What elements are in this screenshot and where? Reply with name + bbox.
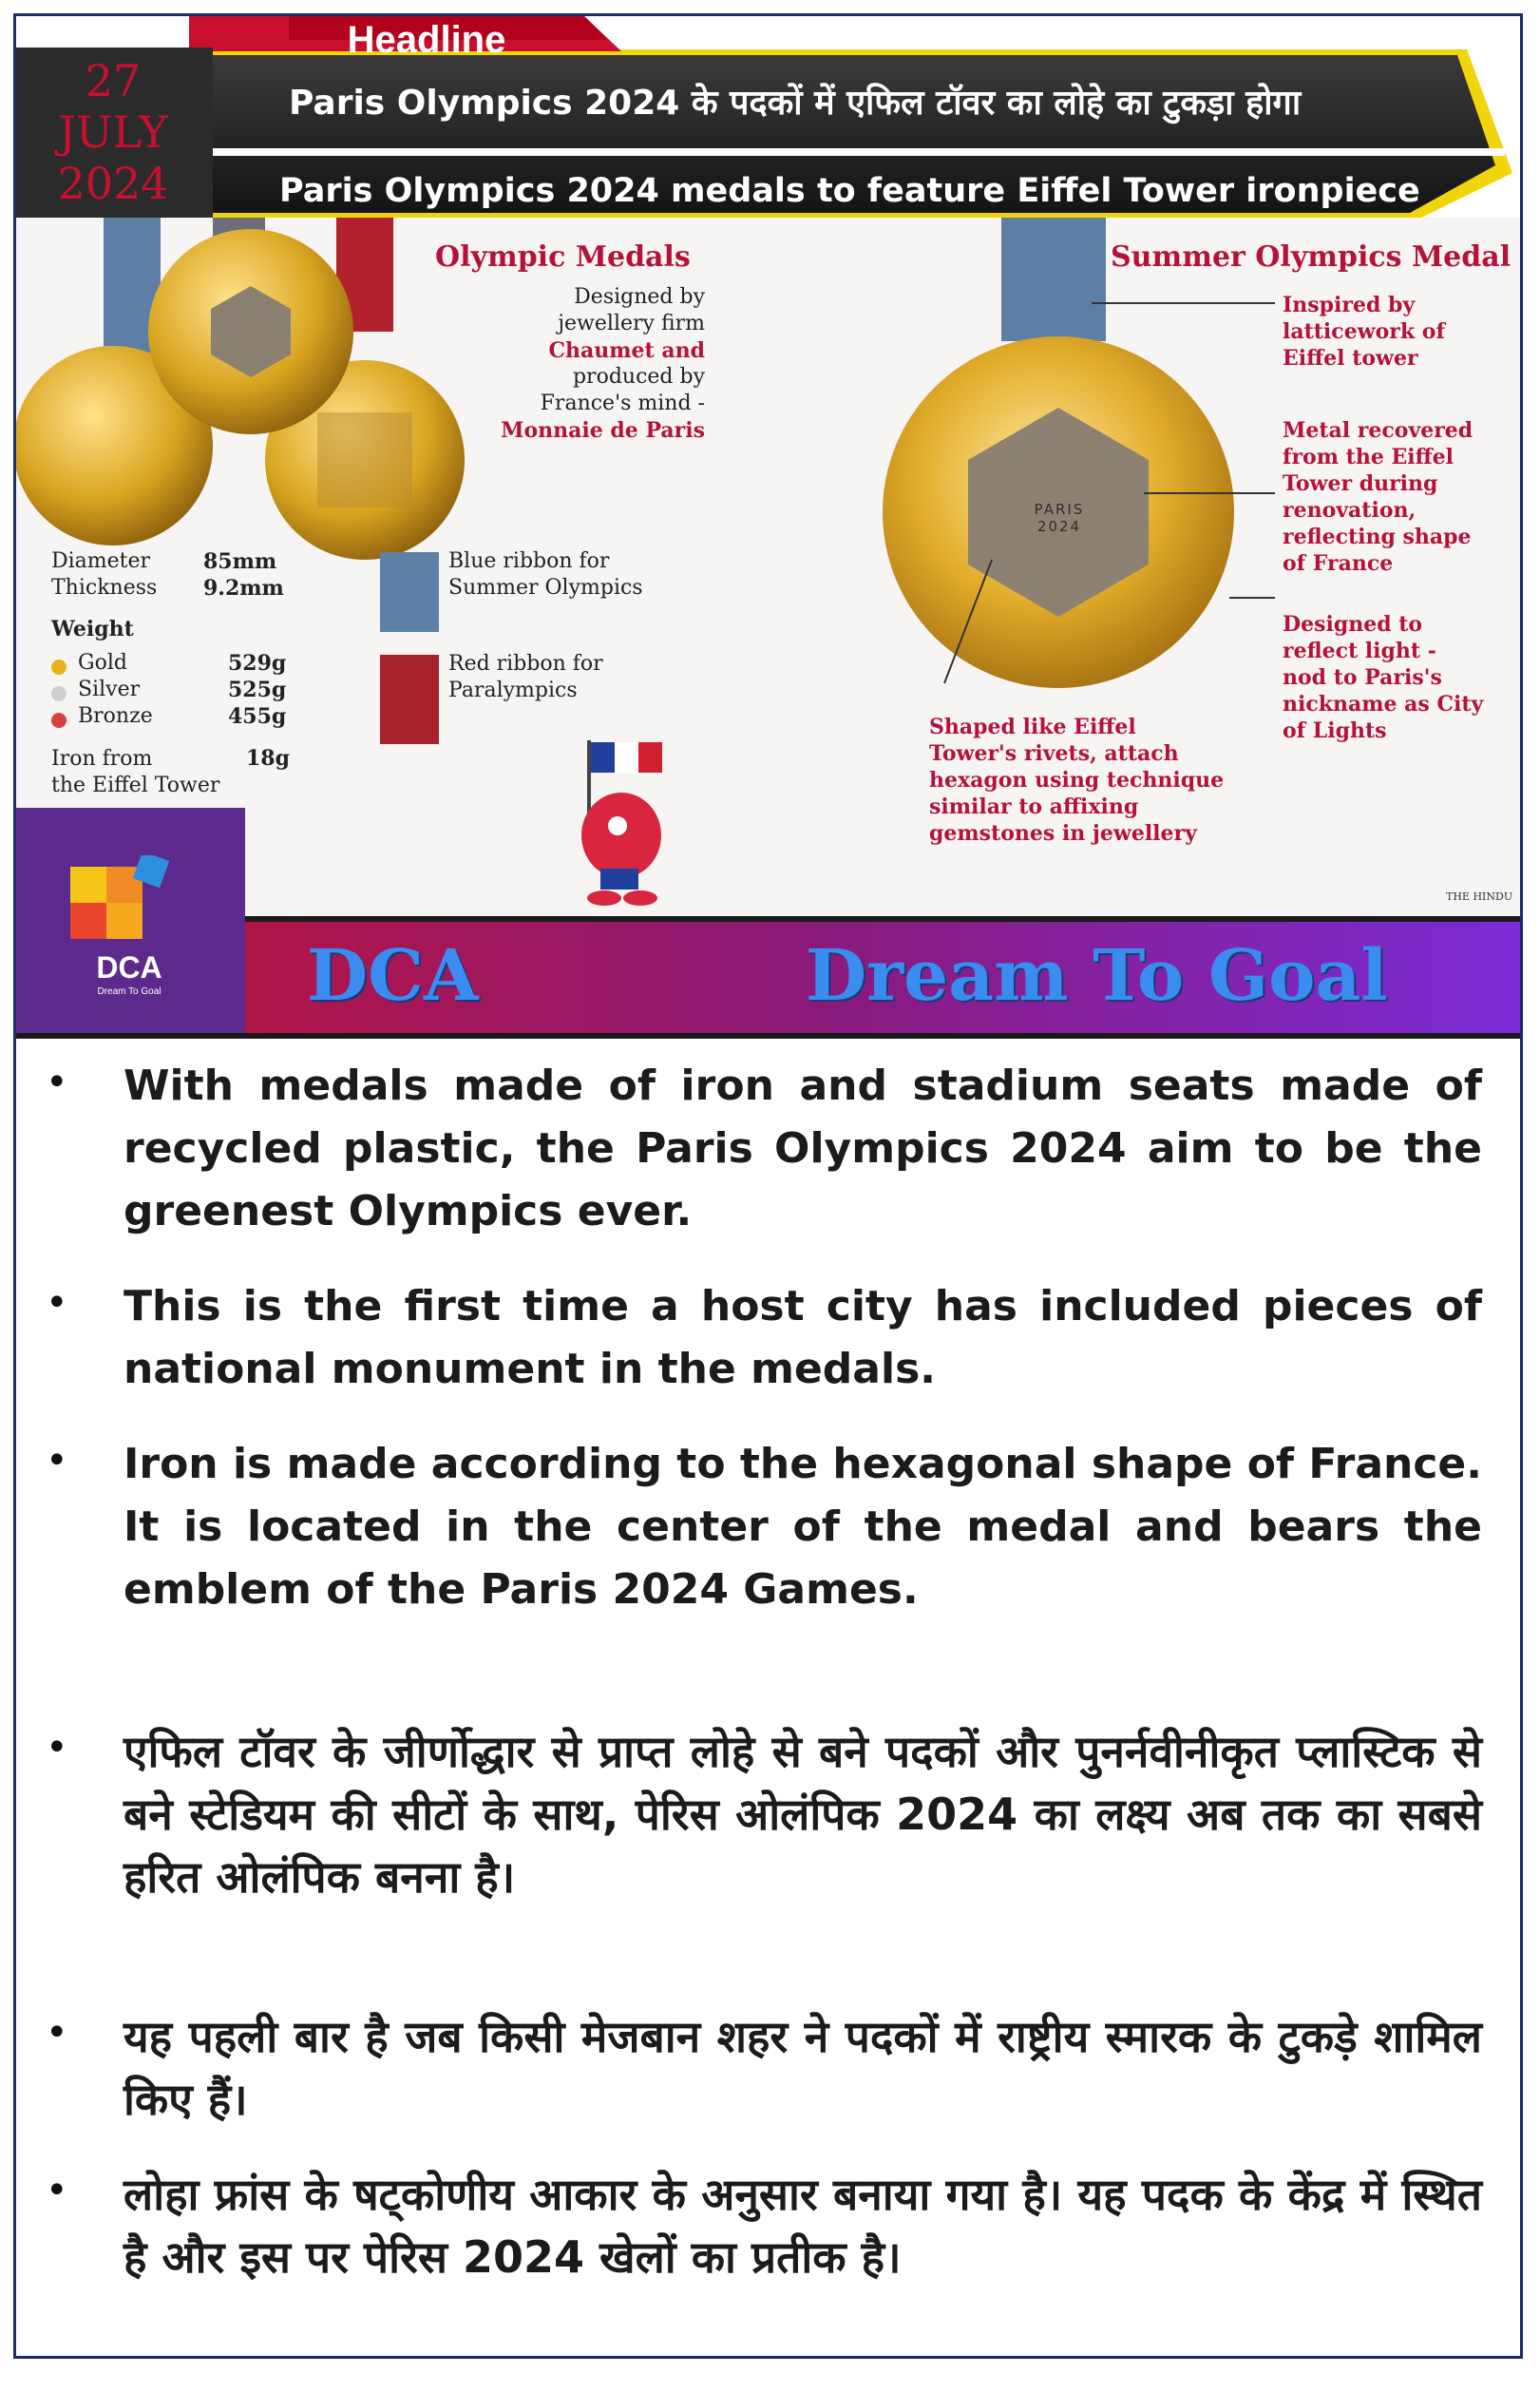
date-month: JULY [58,106,168,158]
medal-emblem-text: PARIS 2024 [1034,501,1085,535]
red-ribbon-line: Paralympics [448,679,578,702]
note-line: latticework of [1283,319,1445,344]
blue-ribbon-line: Blue ribbon for [448,549,610,573]
designer-line: produced by [572,365,705,389]
spec-diameter-label: Diameter [51,549,151,573]
summer-medal-title: Summer Olympics Medal [1111,240,1511,274]
note-line: Shaped like Eiffel [929,715,1136,739]
weight-silver-label: Silver [78,678,141,701]
bullet-dot-icon: • [46,1281,68,1325]
page-frame [13,13,1523,2359]
note-line: reflect light - [1283,639,1436,663]
note-line: renovation, [1283,498,1416,523]
note-line: of Lights [1283,718,1387,743]
bullet-text: This is the first time a host city has included pieces of national monument in the medals. [124,1282,1482,1393]
bullet-dot-icon: • [46,1061,68,1104]
designer-line: Chaumet and [548,338,705,363]
note-line: from the Eiffel [1283,445,1454,469]
note-line: Inspired by [1283,293,1416,317]
note-line: Eiffel tower [1283,346,1418,371]
bullet-text: Iron is made according to the hexagonal shape of France. It is located in the center of the medal and bears the emblem of the Paris 2024 Games. [124,1440,1482,1614]
iron-label-line: the Eiffel Tower [51,774,220,797]
spec-thickness-value: 9.2mm [203,576,284,601]
weight-gold-label: Gold [78,651,127,675]
red-ribbon-line: Red ribbon for [448,652,603,676]
designer-line: Designed by [574,285,705,309]
weight-silver-value: 525g [228,678,287,702]
headline-english: Paris Olympics 2024 medals to feature Eiffel Tower ironpiece [279,172,1420,210]
designer-line: jewellery firm [558,312,705,335]
spec-thickness-label: Thickness [51,576,158,600]
designer-line: Monnaie de Paris [501,418,705,443]
blue-ribbon-line: Summer Olympics [448,576,643,600]
logo-subtext: Dream To Goal [97,986,162,997]
bullet-dot-icon: • [46,2011,68,2055]
iron-label-line: Iron from [51,747,153,771]
weight-gold-value: 529g [228,651,287,676]
note-line: of France [1283,551,1394,576]
date-year: 2024 [57,158,169,209]
designer-line: France's mind - [540,392,705,415]
note-line: Designed to [1283,612,1423,637]
iron-value: 18g [246,746,290,771]
note-line: Metal recovered [1283,418,1473,443]
note-line: gemstones in jewellery [929,821,1197,846]
weight-bronze-value: 455g [228,704,287,729]
headline-hindi: Paris Olympics 2024 के पदकों में एफिल टॉवर का लोहे का टुकड़ा होगा [289,84,1302,123]
source-credit: THE HINDU [1446,890,1513,903]
note-line: Tower during [1283,471,1438,496]
spec-diameter-value: 85mm [203,549,277,574]
logo-text: DCA [96,950,162,985]
note-line: nickname as City [1283,692,1484,717]
bullet-text: यह पहली बार है जब किसी मेजबान शहर ने पदकों में राष्ट्रीय स्मारक के टुकड़े शामिल किए हैं। [124,2011,1482,2125]
note-line: hexagon using technique [929,768,1225,793]
weight-bronze-label: Bronze [78,704,153,728]
bullet-dot-icon: • [46,1439,68,1483]
banner-dca-text: DCA [307,935,479,1017]
note-line: similar to affixing [929,794,1139,819]
olympic-medals-title: Olympic Medals [435,240,691,274]
bullet-text: एफिल टॉवर के जीर्णोद्धार से प्राप्त लोहे से बने पदकों और पुनर्नवीनीकृत प्लास्टिक से बने स्टेडियम की सीटों के साथ, पेरिस ओलंपिक 2024 का लक्ष्य अब तक का सबसे हरित ओलंपिक बनना है। [124,1726,1482,1903]
banner-slogan-text: Dream To Goal [806,935,1388,1017]
note-line: Tower's rivets, attach [929,741,1179,766]
bullet-text: लोहा फ्रांस के षट्कोणीय आकार के अनुसार बनाया गया है। यह पदक के केंद्र में स्थित है और इस पर पेरिस 2024 खेलों का प्रतीक है। [124,2169,1482,2283]
note-line: reflecting shape [1283,525,1472,549]
bullet-dot-icon: • [46,1726,68,1770]
bullet-text: With medals made of iron and stadium seats made of recycled plastic, the Paris Olympics 2024 aim to be the greenest Olympics ever. [124,1062,1482,1235]
headline-tag: Headline [347,19,506,61]
weight-title: Weight [51,617,134,641]
note-line: nod to Paris's [1283,665,1442,690]
date-day: 27 [85,55,142,106]
bullet-dot-icon: • [46,2169,68,2212]
